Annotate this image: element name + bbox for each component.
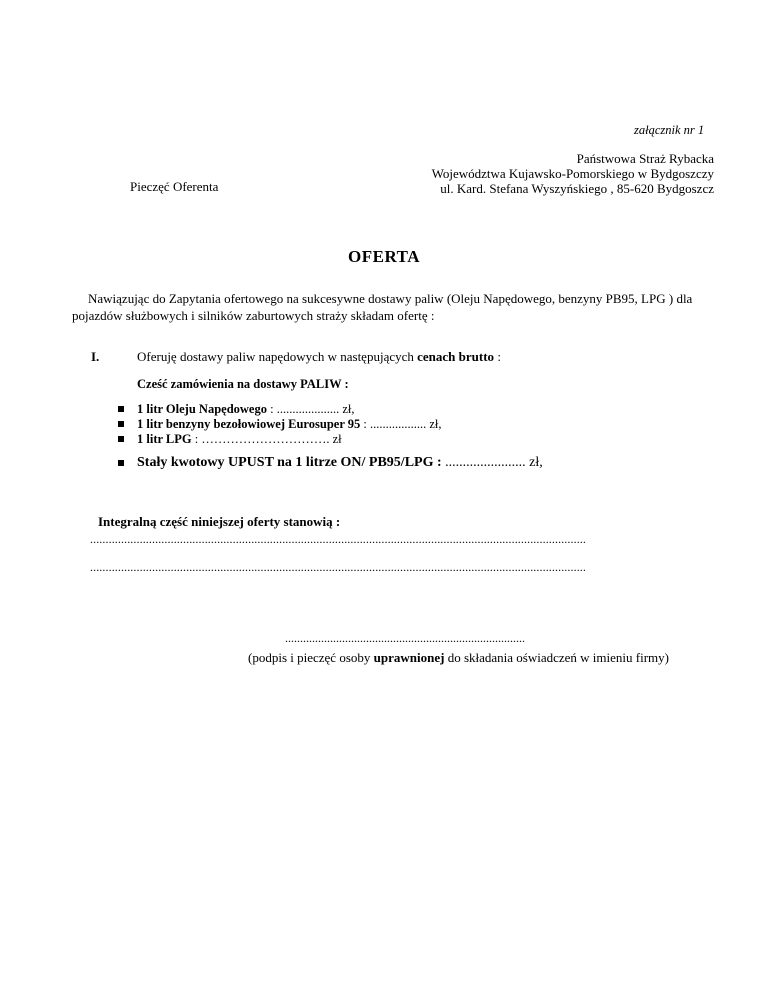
price-item-label: 1 litr benzyny bezołowiowej Eurosuper 95 bbox=[137, 417, 361, 431]
price-item-label: 1 litr Oleju Napędowego bbox=[137, 402, 267, 416]
price-item-field: : …………………………. zł bbox=[191, 432, 342, 446]
intro-line-1: Nawiązując do Zapytania ofertowego na sukcesywne dostawy paliw (Oleju Napędowego, benzyny PB95, LPG ) dla bbox=[88, 291, 693, 306]
section-number: I. bbox=[91, 349, 100, 364]
signature-caption-prefix: (podpis i pieczęć osoby bbox=[248, 650, 374, 665]
section-text-suffix: : bbox=[494, 349, 501, 364]
price-item-petrol bbox=[118, 417, 442, 432]
addressee-line-1: Państwowa Straż Rybacka bbox=[576, 151, 714, 166]
section-subheading: Cześć zamówienia na dostawy PALIW : bbox=[137, 377, 349, 391]
signature-caption bbox=[248, 650, 669, 666]
integral-parts-line-2: ................................................................................................................................................................ bbox=[90, 560, 586, 574]
price-item-lpg bbox=[118, 432, 442, 447]
document-title: OFERTA bbox=[348, 247, 420, 266]
addressee-block bbox=[432, 151, 714, 196]
price-list bbox=[118, 402, 442, 447]
square-bullet-icon bbox=[118, 421, 124, 427]
integral-parts-heading: Integralną część niniejszej oferty stanowią : bbox=[98, 514, 341, 529]
price-item-field: : .................... zł, bbox=[266, 402, 355, 416]
intro-paragraph bbox=[72, 290, 722, 324]
price-item-diesel bbox=[118, 402, 442, 417]
signature-caption-bold: uprawnionej bbox=[373, 650, 445, 665]
discount-item bbox=[118, 455, 768, 471]
square-bullet-icon bbox=[118, 406, 124, 412]
section-text bbox=[137, 349, 501, 365]
discount-field: ....................... zł, bbox=[441, 455, 543, 470]
signature-caption-suffix: do składania oświadczeń w imieniu firmy) bbox=[444, 650, 669, 665]
integral-parts-line-1: ................................................................................................................................................................ bbox=[90, 532, 586, 546]
square-bullet-icon bbox=[118, 436, 124, 442]
signature-line: ................................................................................ bbox=[285, 631, 525, 645]
price-item-label: 1 litr LPG bbox=[137, 432, 192, 446]
price-item-field: : .................. zł, bbox=[360, 417, 442, 431]
bidder-stamp-label: Pieczęć Oferenta bbox=[130, 179, 219, 194]
addressee-line-2: Województwa Kujawsko-Pomorskiego w Bydgoszczy bbox=[431, 166, 714, 181]
square-bullet-icon bbox=[118, 460, 124, 466]
addressee-line-3: ul. Kard. Stefana Wyszyńskiego , 85-620 Bydgoszcz bbox=[440, 181, 714, 196]
section-text-bold: cenach brutto bbox=[417, 349, 495, 364]
annex-label: załącznik nr 1 bbox=[634, 123, 705, 137]
discount-label: Stały kwotowy UPUST na 1 litrze ON/ PB95/LPG : bbox=[137, 455, 442, 470]
section-text-prefix: Oferuję dostawy paliw napędowych w następujących bbox=[137, 349, 418, 364]
intro-line-2: pojazdów służbowych i silników zaburtowych straży składam ofertę : bbox=[72, 308, 435, 323]
